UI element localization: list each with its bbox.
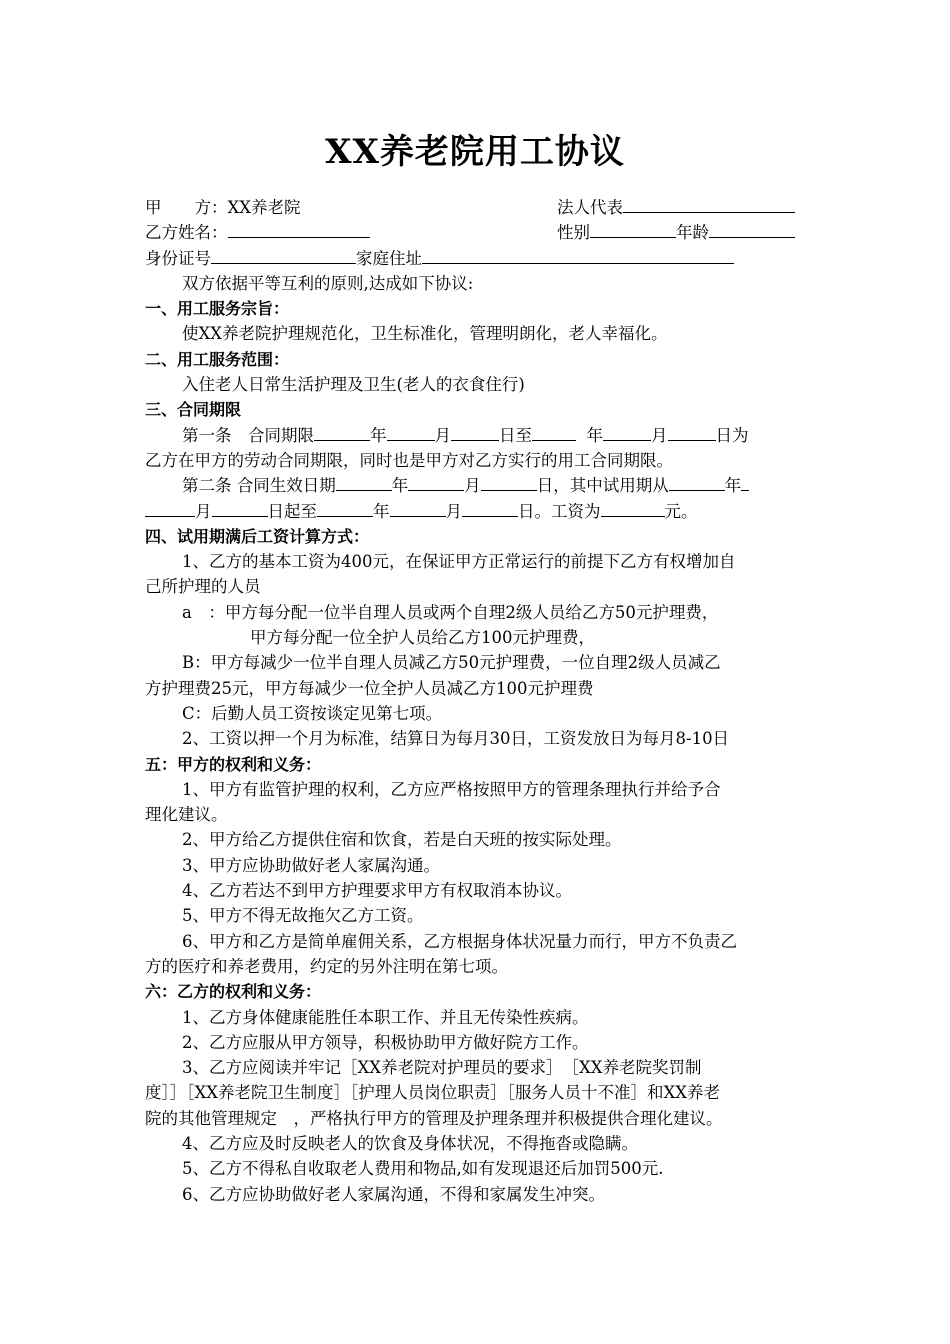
section-4-pc: C：后勤人员工资按谈定见第七项。 bbox=[182, 703, 443, 723]
section-4-heading: 四、试用期满后工资计算方式： bbox=[145, 526, 370, 546]
section-5-item: 5、甲方不得无故拖欠乙方工资。 bbox=[182, 906, 424, 926]
blank[interactable] bbox=[387, 423, 435, 441]
age-blank[interactable] bbox=[709, 220, 795, 238]
article-2-line bbox=[145, 473, 810, 498]
section-1-text: 使XX养老院护理规范化，卫生标准化，管理明朗化，老人幸福化。 bbox=[182, 324, 668, 344]
blank[interactable] bbox=[408, 473, 464, 491]
address-blank[interactable] bbox=[422, 246, 734, 264]
blank[interactable] bbox=[145, 499, 195, 517]
section-6-item: 6、乙方应协助做好老人家属沟通，不得和家属发生冲突。 bbox=[182, 1184, 605, 1204]
section-4-pa2: 甲方每分配一位全护人员给乙方100元护理费， bbox=[250, 628, 595, 648]
section-5-item: 1、甲方有监管护理的权利，乙方应严格按照甲方的管理条理执行并给予合 bbox=[182, 779, 721, 799]
month-label: 月 bbox=[434, 425, 451, 445]
yuan-label: 元。 bbox=[664, 501, 698, 521]
section-3-heading: 三、合同期限 bbox=[145, 400, 242, 420]
month-label: 月 bbox=[445, 501, 462, 521]
blank[interactable] bbox=[462, 499, 518, 517]
section-6-item: 2、乙方应服从甲方领导，积极协助甲方做好院方工作。 bbox=[182, 1032, 589, 1052]
blank[interactable] bbox=[741, 473, 749, 491]
legal-rep-blank[interactable] bbox=[623, 195, 795, 213]
trial-label: 日，其中试用期从 bbox=[536, 476, 669, 496]
blank[interactable] bbox=[481, 473, 537, 491]
section-6-item: 4、乙方应及时反映老人的饮食及身体状况，不得拖沓或隐瞒。 bbox=[182, 1133, 638, 1153]
address-label: 家庭住址 bbox=[356, 248, 422, 268]
year-label: 年 bbox=[724, 476, 742, 496]
section-6-item: 度］］［XX养老院卫生制度］［护理人员岗位职责］［服务人员十不准］和XX养老 bbox=[145, 1083, 720, 1103]
party-b-name-label: 乙方姓名： bbox=[145, 223, 228, 243]
document-body bbox=[145, 195, 810, 1207]
blank[interactable] bbox=[669, 473, 725, 491]
year-label: 年 bbox=[586, 425, 603, 445]
to-label: 日至 bbox=[499, 425, 532, 445]
gender-age-field bbox=[557, 220, 795, 245]
id-blank[interactable] bbox=[211, 246, 356, 264]
section-6-item: 3、乙方应阅读并牢记［XX养老院对护理员的要求］ ［XX养老院奖罚制 bbox=[182, 1058, 702, 1078]
section-5-item: 方的医疗和养老费用，约定的另外注明在第七项。 bbox=[145, 956, 508, 976]
section-5-heading: 五：甲方的权利和义务： bbox=[145, 754, 322, 774]
blank[interactable] bbox=[212, 499, 268, 517]
month-label: 月 bbox=[195, 501, 212, 521]
section-6-item: 院的其他管理规定 ，严格执行甲方的管理及护理条理并积极提供合理化建议。 bbox=[145, 1108, 723, 1128]
year-label: 年 bbox=[373, 501, 390, 521]
section-6-item: 1、乙方身体健康能胜任本职工作、并且无传染性疾病。 bbox=[182, 1007, 589, 1027]
party-a-line bbox=[145, 195, 810, 220]
section-4-pb2: 方护理费25元，甲方每减少一位全护人员减乙方100元护理费 bbox=[145, 678, 594, 698]
year-label: 年 bbox=[370, 425, 387, 445]
section-5-item: 2、甲方给乙方提供住宿和饮食，若是白天班的按实际处理。 bbox=[182, 830, 622, 850]
blank[interactable] bbox=[668, 423, 716, 441]
blank[interactable] bbox=[451, 423, 499, 441]
section-5-item: 6、甲方和乙方是简单雇佣关系，乙方根据身体状况量力而行，甲方不负责乙 bbox=[182, 931, 737, 951]
section-5-item: 4、乙方若达不到甲方护理要求甲方有权取消本协议。 bbox=[182, 881, 572, 901]
blank[interactable] bbox=[314, 423, 370, 441]
month-label: 月 bbox=[464, 476, 481, 496]
section-4-pa1: a ：甲方每分配一位半自理人员或两个自理2级人员给乙方50元护理费， bbox=[182, 602, 719, 622]
section-5-item: 3、甲方应协助做好老人家属沟通。 bbox=[182, 855, 440, 875]
legal-rep-label: 法人代表 bbox=[557, 198, 623, 217]
id-address-line bbox=[145, 246, 810, 271]
document-title: XX养老院用工协议 bbox=[325, 132, 625, 172]
blank[interactable] bbox=[532, 423, 576, 441]
section-4-p1b: 己所护理的人员 bbox=[145, 577, 261, 597]
party-a-label: 甲 方：XX养老院 bbox=[145, 198, 301, 217]
month-label: 月 bbox=[651, 425, 668, 445]
section-6-item: 5、乙方不得私自收取老人费用和物品,如有发现退还后加罚500元. bbox=[182, 1159, 664, 1179]
for-label: 日为 bbox=[715, 425, 749, 445]
blank[interactable] bbox=[336, 473, 392, 491]
article-1-label: 第一条 合同期限 bbox=[182, 425, 314, 445]
article-1-continuation: 乙方在甲方的劳动合同期限，同时也是甲方对乙方实行的用工合同期限。 bbox=[145, 450, 673, 470]
section-6-heading: 六：乙方的权利和义务： bbox=[145, 982, 322, 1002]
section-1-heading: 一、用工服务宗旨： bbox=[145, 299, 290, 319]
party-b-name-blank[interactable] bbox=[228, 220, 370, 238]
section-4-pb1: B：甲方每减少一位半自理人员减乙方50元护理费，一位自理2级人员减乙 bbox=[182, 653, 721, 673]
article-1-line bbox=[145, 423, 810, 448]
to-label: 日起至 bbox=[267, 501, 317, 521]
section-4-p1a: 1、乙方的基本工资为400元，在保证甲方正常运行的前提下乙方有权增加自 bbox=[182, 552, 736, 572]
section-2-heading: 二、用工服务范围： bbox=[145, 349, 290, 369]
gender-blank[interactable] bbox=[590, 220, 676, 238]
wage-blank[interactable] bbox=[601, 499, 665, 517]
intro-text: 双方依据平等互利的原则,达成如下协议: bbox=[182, 273, 474, 293]
blank[interactable] bbox=[317, 499, 373, 517]
article-2-label: 第二条 合同生效日期 bbox=[182, 476, 336, 496]
party-b-line bbox=[145, 220, 810, 245]
wage-label: 日。工资为 bbox=[518, 501, 601, 521]
id-label: 身份证号 bbox=[145, 248, 211, 268]
year-label: 年 bbox=[391, 476, 409, 496]
age-label: 年龄 bbox=[676, 223, 709, 243]
section-4-p2: 2、工资以押一个月为标准，结算日为每月30日，工资发放日为每月8-10日 bbox=[182, 729, 730, 749]
blank[interactable] bbox=[390, 499, 446, 517]
section-5-item: 理化建议。 bbox=[145, 805, 228, 825]
legal-rep-field bbox=[557, 195, 795, 220]
article-2-continuation bbox=[145, 499, 810, 524]
gender-label: 性别 bbox=[557, 223, 590, 243]
section-2-text: 入住老人日常生活护理及卫生(老人的衣食住行) bbox=[182, 375, 525, 395]
blank[interactable] bbox=[603, 423, 651, 441]
